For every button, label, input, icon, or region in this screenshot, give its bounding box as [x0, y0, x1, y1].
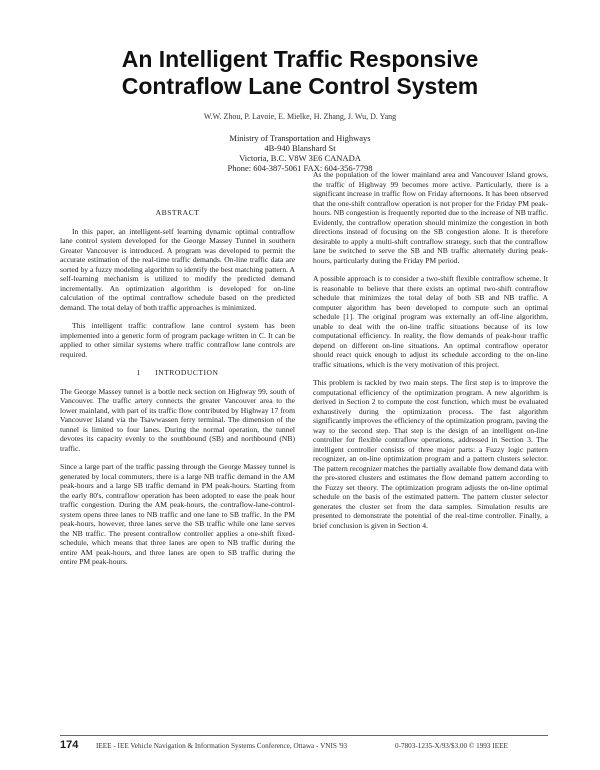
affiliation-org: Ministry of Transportation and Highways	[229, 133, 371, 143]
footer-rule	[60, 735, 548, 736]
title-line-1: An Intelligent Traffic Responsive	[121, 46, 479, 72]
right-column	[313, 170, 548, 539]
affiliation-phone: Phone: 604-387-5061 FAX: 604-356-7798	[227, 163, 373, 173]
abstract-heading: ABSTRACT	[155, 208, 200, 217]
right-paragraph-1: As the population of the lower mainland area and Vancouver Island grows, the traffic of Highway 99 becomes more active. Particularly, there is a significant increase in traffic flow on Friday afternoons. It has been observed that the one-shift contraflow operation is not proper for the Friday PM peak-hours. NB congestion is frequently reported due to the increase of NB traffic. Evidently, the contraflow operation should minimize the congestion in both directions instead of focusing on the SB congestion alone. It is therefore desirable to apply a multi-shift contraflow strategy, such that the contraflow lane be switched to serve the SB and NB traffic alternately during peak-hours, particularly during the Friday PM period.	[313, 170, 548, 265]
right-paragraph-3: This problem is tackled by two main steps. The first step is to improve the computational efficiency of the optimization program. A new algorithm is derived in Section 2 to compute the cost function, which must be evaluated exhaustively during the optimization process. The fast algorithm significantly improves the efficiency of the optimization program, paving the way to the second step. That step is the design of an intelligent on-line controller for flexible contraflow operations, addressed in Section 3. The intelligent controller consists of three major parts: a Fuzzy logic pattern recognizer, an on-line optimization program and a pattern clusters selector. The pattern recognizer matches the partially available flow demand data with the pre-stored clusters and estimates the flow demand pattern according to the Fuzzy set theory. The optimization program adjusts the on-line optimal schedule on the basis of the estimated pattern. The pattern cluster selector generates the cluster set from the data samples. Simulation results are presented to demonstrate the potential of the real-time controller. Finally, a brief conclusion is given in Section 4.	[313, 378, 548, 530]
conference-footer: IEEE - IEE Vehicle Navigation & Information Systems Conference, Ottawa - VNIS '93	[96, 742, 348, 750]
paper-title	[0, 46, 600, 100]
intro-paragraph-2: Since a large part of the traffic passing through the George Massey tunnel is generated by local commuters, there is a large NB traffic demand in the AM peak-hours and a large SB traffic demand in PM peak-hours. Starting from the early 80's, contraflow operation has been adopted to ease the peak hour traffic congestion. During the AM peak-hours, the contraflow-lane-control-system opens three lanes to NB traffic and one lane to SB traffic. In the PM peak-hours, however, three lanes serve the SB traffic while one lane serves the NB traffic. The present contraflow controller applies a one-shift fixed-schedule, which means that three lanes are open to NB traffic during the entire AM peak-hours, and three lanes are open to SB traffic during the entire PM peak-hours.	[60, 462, 295, 566]
copyright-footer: 0-7803-1235-X/93/$3.00 © 1993 IEEE	[395, 742, 508, 750]
page-number: 174	[60, 739, 79, 751]
abstract-paragraph-1: In this paper, an intelligent-self learning dynamic optimal contraflow lane control system developed for the George Massey Tunnel in southern Greater Vancouver is introduced. A program was developed to permit the accurate estimation of the real-time traffic demands. On-line traffic data are sorted by a fuzzy modeling algorithm to identify the best matching pattern. A self-learning mechanism is utilized to modify the predicted demand incrementally. An optimization algorithm is developed for on-line calculation of the optimal contraflow schedule based on the predicted demand. The total delay of both traffic approaches is minimized.	[60, 226, 295, 312]
right-paragraph-2: A possible approach is to consider a two-shift flexible contraflow scheme. It is reasonable to believe that there exists an optimal two-shift contraflow schedule that minimizes the total delay of both SB and NB traffic. A computer algorithm has been developed to compute such an optimal schedule [1]. The original program was externally an off-line algorithm, unable to deal with the on-line traffic situations because of its low computational efficiency. In reality, the flow demands of peak-hour traffic depend on different on-line situations. An optimal contraflow operator should react quick enough to adjust its schedule according to the on-line traffic situations, which is the very motivation of this project.	[313, 274, 548, 369]
left-column	[60, 208, 295, 576]
author-list: W.W. Zhou, P. Lavoie, E. Mielke, H. Zhang, J. Wu, D. Yang	[203, 112, 397, 121]
affiliation-city: Victoria, B.C. V8W 3E6 CANADA	[239, 153, 361, 163]
affiliation-block	[0, 133, 600, 173]
intro-paragraph-1: The George Massey tunnel is a bottle neck section on Highway 99, south of Vancouver. The traffic artery connects the greater Vancouver area to the lower mainland, with part of its traffic flow contributed by Highway 17 from Vancouver Island via the Tsawwassen ferry terminal. The dimension of the tunnel is limited to four lanes. During the normal operation, the tunnel devotes its capacity evenly to the southbound (SB) and northbound (NB) traffic.	[60, 386, 295, 453]
abstract-paragraph-2: This intelligent traffic contraflow lane control system has been implemented into a generic form of program package written in C. It can be applied to other similar systems where traffic contraflow lane controls are required.	[60, 321, 295, 359]
title-line-2: Contraflow Lane Control System	[121, 73, 479, 99]
introduction-heading: 1 INTRODUCTION	[136, 368, 219, 377]
affiliation-street: 4B-940 Blanshard St	[264, 143, 336, 153]
